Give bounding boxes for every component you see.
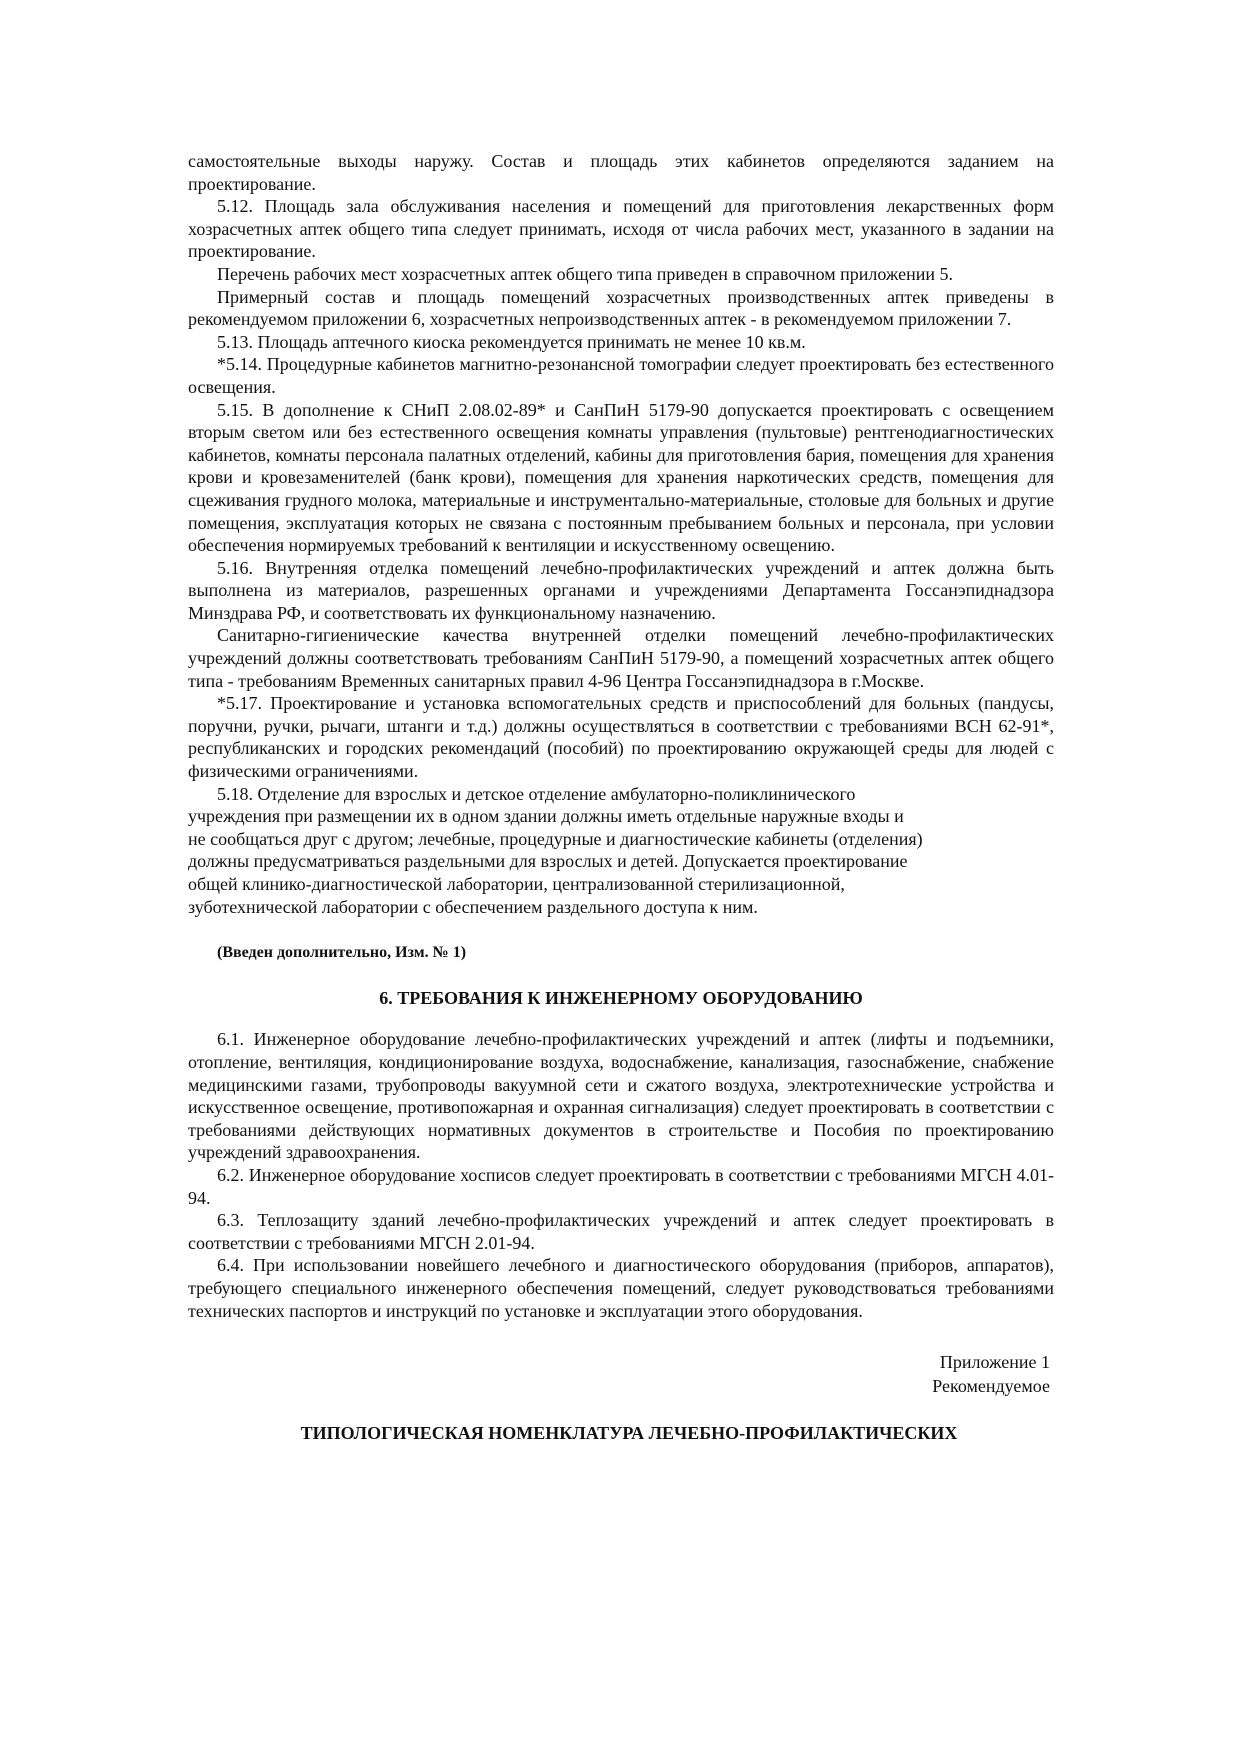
paragraph-6-2: 6.2. Инженерное оборудование хосписов следует проектировать в соответствии с требованиями МГСН 4.01-94. — [188, 1164, 1054, 1208]
paragraph-line: не сообщаться друг с другом; лечебные, процедурные и диагностические кабинеты (отделения) — [188, 828, 923, 849]
paragraph-5-13: 5.13. Площадь аптечного киоска рекомендуется принимать не менее 10 кв.м. — [217, 331, 806, 352]
paragraph-5-14: *5.14. Процедурные кабинетов магнитно-резонансной томографии следует проектировать без естественного освещения. — [188, 354, 1054, 397]
document-page — [188, 150, 1054, 1445]
paragraph-workplaces-list: Перечень рабочих мест хозрасчетных аптек общего типа приведен в справочном приложении 5. — [217, 263, 954, 284]
paragraph-6-1: 6.1. Инженерное оборудование лечебно-профилактических учреждений и аптек (лифты и подъемники, отопление, вентиляция, кондиционирование воздуха, водоснабжение, канализация, газоснабжение, снабжение медицинскими газами, трубопроводы вакуумной сети и сжатого воздуха, электротехнические устройства и искусственное освещение, противопожарная и охранная сигнализация) следует проектировать в соответствии с требованиями действующих нормативных документов в строительстве и Пособия по проектированию учреждений здравоохранения. — [188, 1029, 1054, 1163]
appendix-number: Приложение 1 — [939, 1352, 1050, 1373]
appendix-label-block — [188, 1350, 1054, 1398]
paragraph-line: должны предусматриваться раздельными для взрослых и детей. Допускается проектирование — [188, 851, 908, 872]
paragraph-line: 5.18. Отделение для взрослых и детское отделение амбулаторно-поликлинического — [217, 783, 856, 804]
appendix-status: Рекомендуемое — [932, 1376, 1050, 1397]
section-6-heading: 6. ТРЕБОВАНИЯ К ИНЖЕНЕРНОМУ ОБОРУДОВАНИЮ — [379, 987, 863, 1008]
paragraph-5-18 — [188, 783, 1054, 919]
appendix-heading: ТИПОЛОГИЧЕСКАЯ НОМЕНКЛАТУРА ЛЕЧЕБНО-ПРОФИЛАКТИЧЕСКИХ — [300, 1423, 958, 1444]
paragraph-line: учреждения при размещении их в одном здании должны иметь отдельные наружные входы и — [188, 806, 904, 827]
amendment-note: (Введен дополнительно, Изм. № 1) — [217, 944, 467, 962]
paragraph-5-15: 5.15. В дополнение к СНиП 2.08.02-89* и СанПиН 5179-90 допускается проектировать с освещением вторым светом или без естественного освещения комнаты управления (пультовые) рентгенодиагностических кабинетов, комнаты персонала палатных отделений, кабины для приготовления бария, помещения для хранения крови и кровезаменителей (банк крови), помещения для хранения наркотических средств, помещения для сцеживания грудного молока, материальные и инструментально-материальные, столовые для больных и другие помещения, эксплуатация которых не связана с постоянным пребыванием больных и персонала, при условии обеспечения нормируемых требований к вентиляции и искусственному освещению. — [188, 399, 1054, 556]
paragraph-pharmacy-composition: Примерный состав и площадь помещений хозрасчетных производственных аптек приведены в рекомендуемом приложении 6, хозрасчетных непроизводственных аптек - в рекомендуемом приложении 7. — [188, 286, 1054, 330]
paragraph-continuation: самостоятельные выходы наружу. Состав и площадь этих кабинетов определяются заданием на проектирование. — [188, 151, 1054, 194]
paragraph-6-4: 6.4. При использовании новейшего лечебного и диагностического оборудования (приборов, аппаратов), требующего специального инженерного обеспечения помещений, следует руководствоваться требованиями технических паспортов и инструкций по установке и эксплуатации этого оборудования. — [188, 1255, 1054, 1321]
paragraph-5-17: *5.17. Проектирование и установка вспомогательных средств и приспособлений для больных (пандусы, поручни, ручки, рычаги, штанги и т.д.) должны осуществляться в соответствии с требованиями ВСН 62-91*, республиканских и городских рекомендаций (пособий) по проектированию окружающей среды для людей с физическими ограничениями. — [188, 693, 1054, 782]
paragraph-sanitary-quality: Санитарно-гигиенические качества внутренней отделки помещений лечебно-профилактических учреждений должны соответствовать требованиям СанПиН 5179-90, а помещений хозрасчетных аптек общего типа - требованиям Временных санитарных правил 4-96 Центра Госсанэпиднадзора в г.Москве. — [188, 625, 1054, 691]
paragraph-5-12: 5.12. Площадь зала обслуживания населения и помещений для приготовления лекарственных форм хозрасчетных аптек общего типа следует принимать, исходя от числа рабочих мест, указанного в задании на проектирование. — [188, 196, 1054, 262]
paragraph-line: общей клинико-диагностической лаборатории, централизованной стерилизационной, — [188, 874, 845, 894]
paragraph-5-16: 5.16. Внутренняя отделка помещений лечебно-профилактических учреждений и аптек должна быть выполнена из материалов, разрешенных органами и учреждениями Департамента Госсанэпиднадзора Минздрава РФ, и соответствовать их функциональному назначению. — [188, 557, 1054, 623]
paragraph-6-3: 6.3. Теплозащиту зданий лечебно-профилактических учреждений и аптек следует проектировать в соответствии с требованиями МГСН 2.01-94. — [188, 1210, 1054, 1253]
paragraph-line: зуботехнической лаборатории с обеспечением раздельного доступа к ним. — [188, 896, 758, 917]
